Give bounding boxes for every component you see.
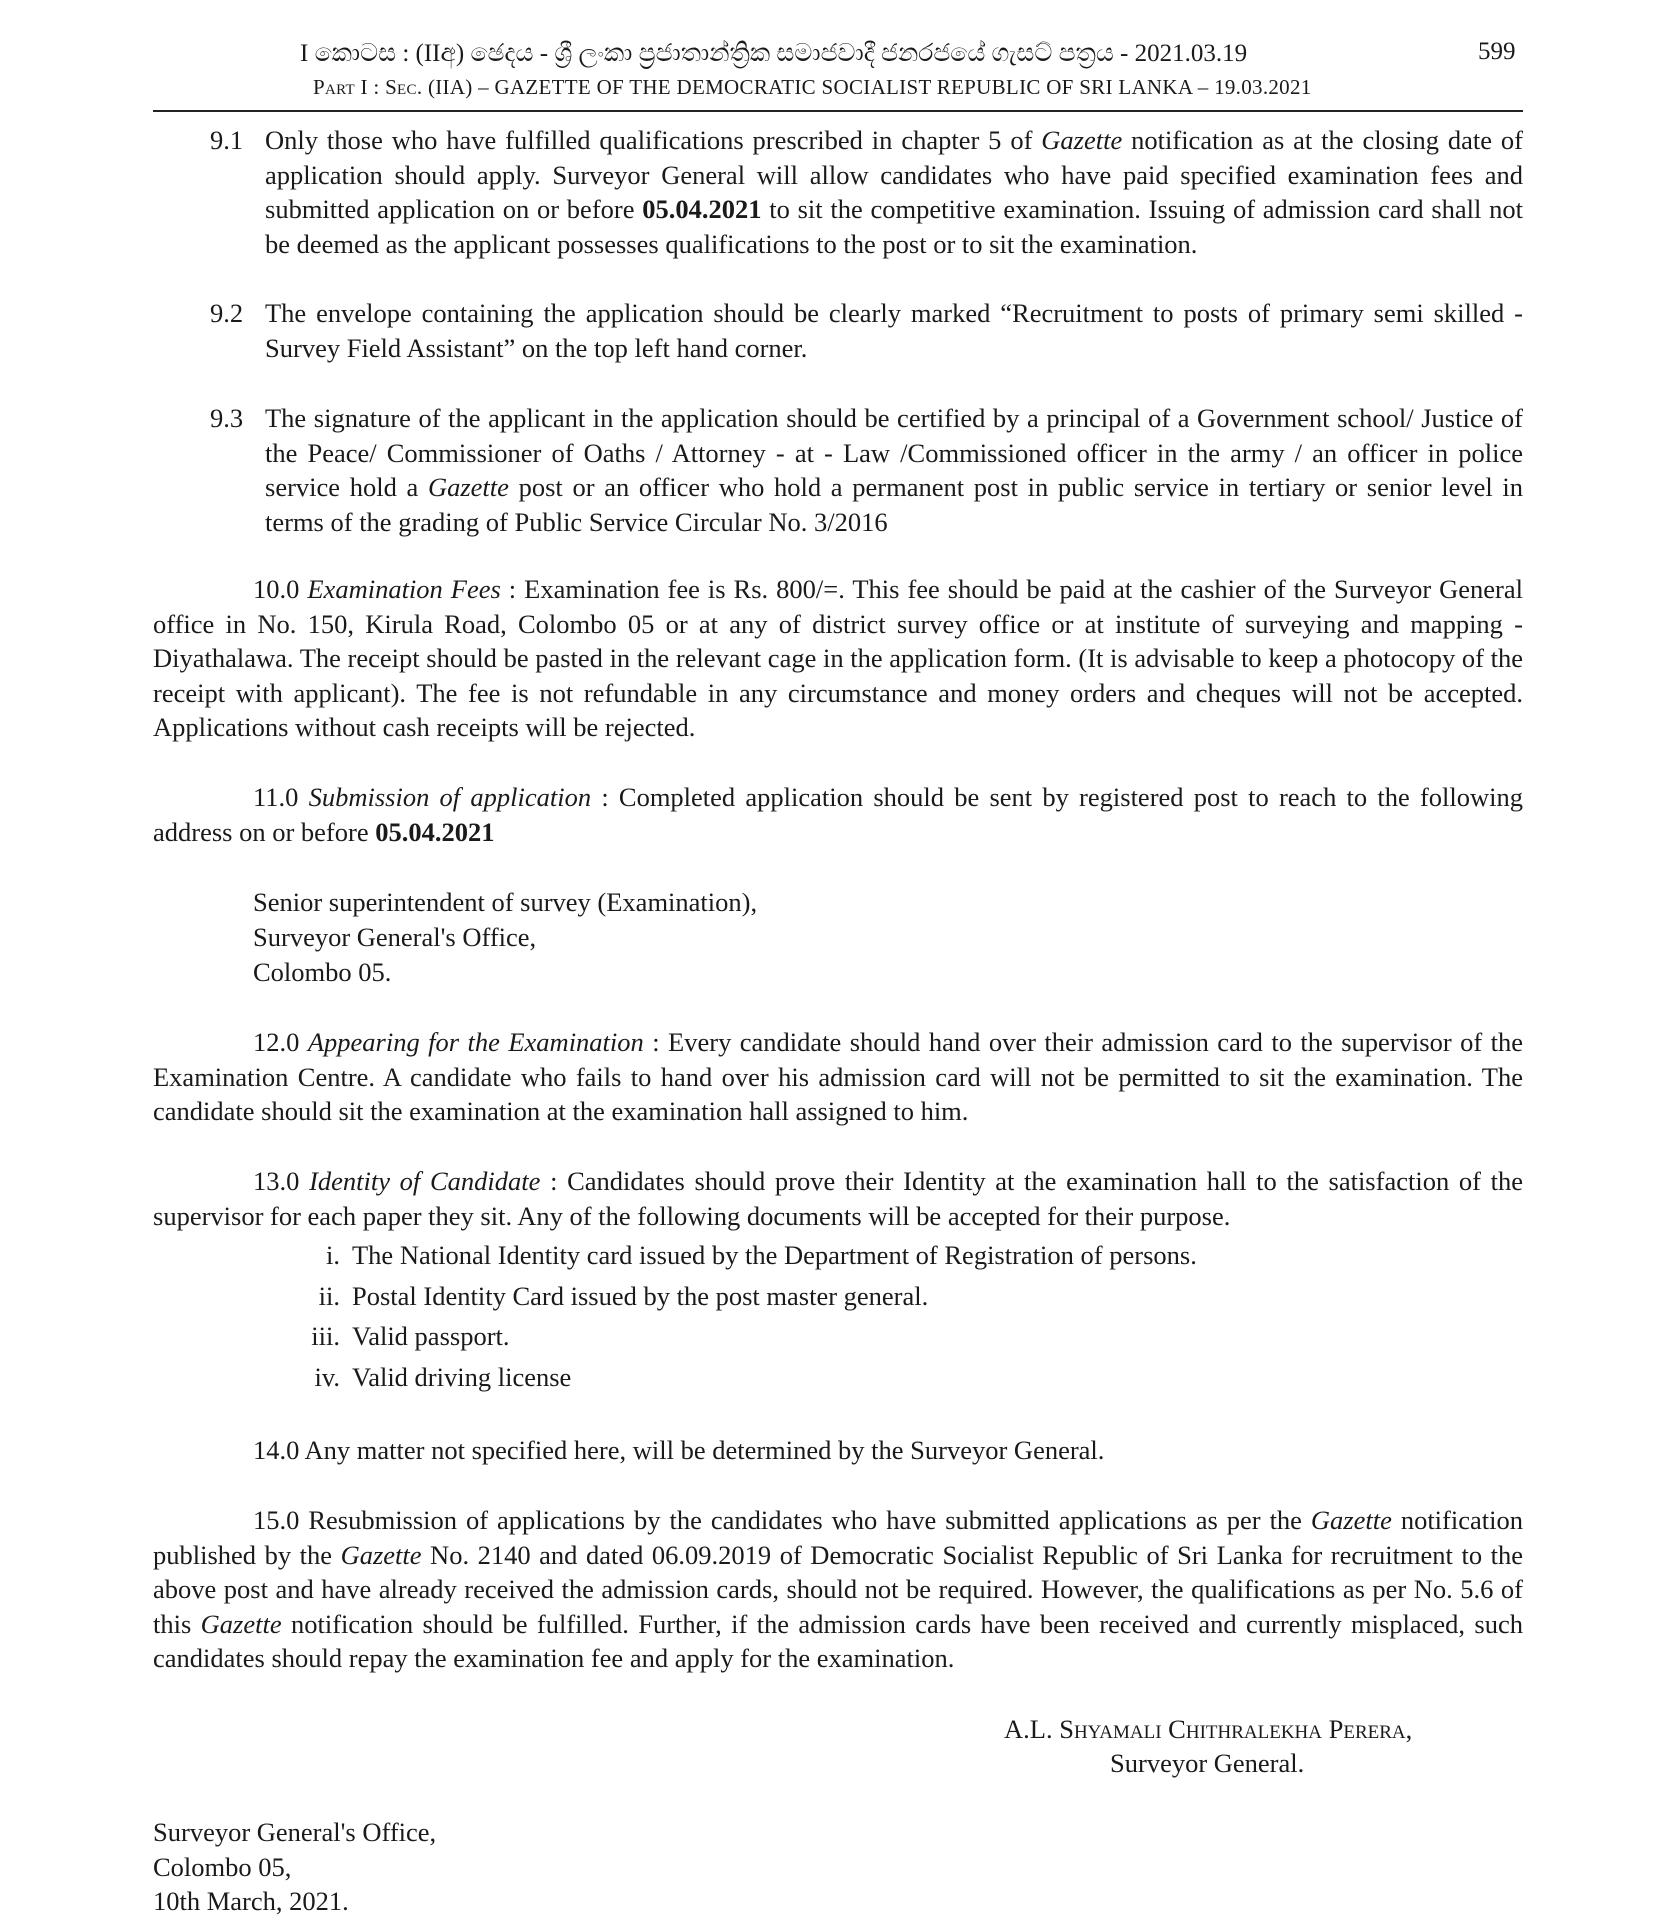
- text-run: notification published by the: [153, 1505, 1523, 1570]
- section-15-resubmission: [153, 1503, 1523, 1676]
- section-13-identity: [153, 1164, 1523, 1233]
- header-rule: [153, 110, 1523, 112]
- list-item-text: Valid driving license: [352, 1361, 572, 1392]
- section-text: : Completed application should be sent by registered post to reach to the following address on or before: [153, 782, 1523, 847]
- text-run: notification should be fulfilled. Further, if the admission cards have been received and currently misplaced, such candidates should repay the examination fee and apply for the examination.: [153, 1608, 1523, 1673]
- header-sinhala-line: I කොටස : (IIඅ) ඡෙදය - ශ්‍රී ලංකා ප්‍රජාතාන්ත්‍රික සමාජවාදී ජනරජයේ ගැසට් පත්‍රය - 2021.03.19: [300, 40, 1248, 67]
- list-item-number: iv.: [314, 1361, 340, 1392]
- section-number: 9.1: [210, 125, 244, 155]
- section-9-3: [210, 401, 1523, 539]
- section-10-examination-fees: [153, 572, 1523, 745]
- section-text: : Every candidate should hand over their admission card to the supervisor of the Examination Centre. A candidate who fails to hand over his admission card will not be permitted to sit the examination. The candidate should sit the examination at the examination hall assigned to him.: [153, 1027, 1523, 1126]
- section-heading: Appearing for the Examination: [307, 1027, 644, 1057]
- page-number: 599: [1478, 38, 1516, 65]
- gazette-italic: Gazette: [200, 1608, 282, 1639]
- header-english-rest: (IIA) – GAZETTE OF THE DEMOCRATIC SOCIALIST REPUBLIC OF SRI LANKA – 19.03.2021: [427, 75, 1312, 99]
- office-line: Surveyor General's Office,: [153, 1817, 437, 1847]
- closing-date: 05.04.2021: [375, 816, 495, 847]
- list-item-number: i.: [326, 1240, 340, 1270]
- section-number: 9.2: [210, 298, 244, 328]
- address-line: Surveyor General's Office,: [253, 922, 537, 952]
- section-9-2: [210, 296, 1523, 365]
- section-number: 12.0: [253, 1027, 308, 1057]
- section-14: 14.0 Any matter not specified here, will be determined by the Surveyor General.: [253, 1435, 1105, 1465]
- issuing-office-block: [153, 1815, 436, 1919]
- gazette-italic: Gazette: [1310, 1505, 1392, 1535]
- text-run: The signature of the applicant in the application should be certified by a principal of a Government school/ Justice of the Peace/ Commissioner of Oaths / Attorney - at - Law /Commissioned officer in the army / an officer in police service hold a: [265, 403, 1523, 502]
- section-heading: Submission of application: [308, 782, 592, 812]
- list-item-text: The National Identity card issued by the Department of Registration of persons.: [352, 1240, 1197, 1270]
- text-run: to sit the competitive examination. Issuing of admission card shall not be deemed as the applicant possesses qualifications to the post or to sit the examination.: [265, 194, 1524, 259]
- list-item-text: Valid passport.: [352, 1321, 510, 1351]
- header-english-line: Part I : Sec. (IIA) – GAZETTE OF THE DEMOCRATIC SOCIALIST REPUBLIC OF SRI LANKA – 19.03.2021: [313, 75, 1312, 99]
- gazette-italic: Gazette: [427, 472, 509, 502]
- section-text: : Candidates should prove their Identity at the examination hall to the satisfaction of the supervisor for each paper they sit. Any of the following documents will be accepted for their purpose.: [153, 1166, 1524, 1231]
- header-part: Part I: [313, 75, 368, 99]
- address-line: Senior superintendent of survey (Examination),: [253, 887, 758, 917]
- signatory-name: A.L. Shyamali Chithralekha Perera,: [1004, 1714, 1413, 1744]
- text-run: post or an officer who hold a permanent post in public service in tertiary or senior level in terms of the grading of Public Service Circular No. 3/2016: [265, 472, 1523, 537]
- section-body: [265, 123, 1523, 261]
- list-item-text: Postal Identity Card issued by the post master general.: [352, 1280, 929, 1311]
- section-number: 13.0: [253, 1166, 310, 1196]
- section-heading: Examination Fees: [307, 574, 501, 604]
- section-number: 11.0: [253, 782, 309, 812]
- section-11-submission: [153, 780, 1523, 849]
- section-12-appearing: [153, 1025, 1523, 1129]
- closing-date: 05.04.2021: [642, 194, 762, 224]
- text-run: No. 2140 and dated 06.09.2019 of Democratic Socialist Republic of Sri Lanka for recruitment to the above post and have already received the admission cards, should not be required. However, the qualifications as per No. 5.6 of this: [153, 1539, 1523, 1639]
- text-run: Only those who have fulfilled qualifications prescribed in chapter 5 of: [265, 125, 1042, 155]
- gazette-italic: Gazette: [340, 1539, 422, 1570]
- text-run: notification as at the closing date of application should apply. Surveyor General will allow candidates who have paid specified examination fees and submitted application on or before: [265, 125, 1523, 224]
- issue-date: 10th March, 2021.: [153, 1886, 349, 1916]
- text-run: 15.0 Resubmission of applications by the candidates who have submitted applications as per the: [253, 1505, 1311, 1535]
- office-line: Colombo 05,: [153, 1851, 292, 1882]
- address-line: Colombo 05.: [253, 957, 392, 987]
- list-item-number: ii.: [318, 1280, 340, 1311]
- section-number: 10.0: [253, 574, 308, 604]
- signatory-title: Surveyor General.: [1110, 1748, 1305, 1778]
- postal-address: [253, 885, 757, 990]
- section-heading: Identity of Candidate: [309, 1166, 541, 1196]
- list-item-number: iii.: [311, 1321, 340, 1351]
- section-9-1: [210, 123, 1523, 261]
- section-number: 9.3: [210, 403, 244, 433]
- header-sec: Sec.: [385, 75, 423, 99]
- section-body: [265, 401, 1523, 539]
- section-body: The envelope containing the application should be clearly marked “Recruitment to posts of primary semi skilled - Survey Field Assistant” on the top left hand corner.: [265, 298, 1523, 363]
- gazette-italic: Gazette: [1041, 125, 1123, 155]
- section-text: : Examination fee is Rs. 800/=. This fee should be paid at the cashier of the Surveyor General office in No. 150, Kirula Road, Colombo 05 or at any of district survey office or at institute of surveying and mapping - Diyathalawa. The receipt should be pasted in the relevant cage in the application form. (It is advisable to keep a photocopy of the receipt with applicant). The fee is not refundable in any circumstance and money orders and cheques will not be accepted. Applications without cash receipts will be rejected.: [153, 574, 1523, 742]
